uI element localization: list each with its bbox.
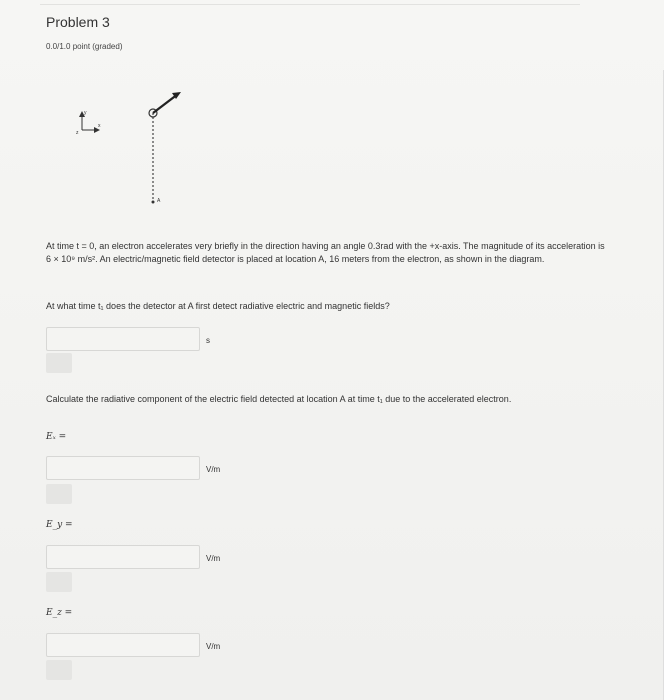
axis-x-label: x — [98, 123, 101, 129]
acceleration-arrow — [153, 94, 178, 113]
ey-label: E_y = — [46, 520, 73, 530]
ez-unit: V/m — [206, 642, 221, 651]
problem-diagram — [60, 80, 200, 210]
problem-points: 0.0/1.0 point (graded) — [46, 42, 123, 51]
ex-unit: V/m — [206, 465, 221, 474]
ex-check-button[interactable] — [46, 484, 72, 504]
ey-answer-input[interactable] — [46, 545, 200, 569]
axis-y-label: y — [84, 110, 87, 116]
ez-label: E_z = — [46, 608, 73, 618]
time-unit: s — [206, 336, 210, 345]
axis-z-label: z — [76, 130, 79, 136]
detector-point — [152, 201, 155, 204]
axes-icon — [76, 110, 101, 136]
ey-check-button[interactable] — [46, 572, 72, 592]
question-field: Calculate the radiative component of the electric field detected at location A at time t₁ due to the accelerated electron. — [46, 394, 512, 404]
problem-intro: At time t = 0, an electron accelerates very briefly in the direction having an angle 0.3rad with the +x-axis. The magnitude of its acceleration is 6 × 10⁹ m/s². An electric/magnetic field detector is placed at location A, 16 meters from the electron, as shown in the diagram. — [46, 241, 605, 264]
time-check-button[interactable] — [46, 353, 72, 373]
top-divider — [40, 4, 580, 5]
problem-title: Problem 3 — [46, 14, 110, 30]
ex-label: Eₓ = — [46, 432, 67, 442]
ez-answer-input[interactable] — [46, 633, 200, 657]
detector-label: A — [157, 198, 161, 204]
ex-answer-input[interactable] — [46, 456, 200, 480]
question-time: At what time t₁ does the detector at A first detect radiative electric and magnetic fields? — [46, 301, 390, 311]
ey-unit: V/m — [206, 554, 221, 563]
ez-check-button[interactable] — [46, 660, 72, 680]
time-answer-input[interactable] — [46, 327, 200, 351]
